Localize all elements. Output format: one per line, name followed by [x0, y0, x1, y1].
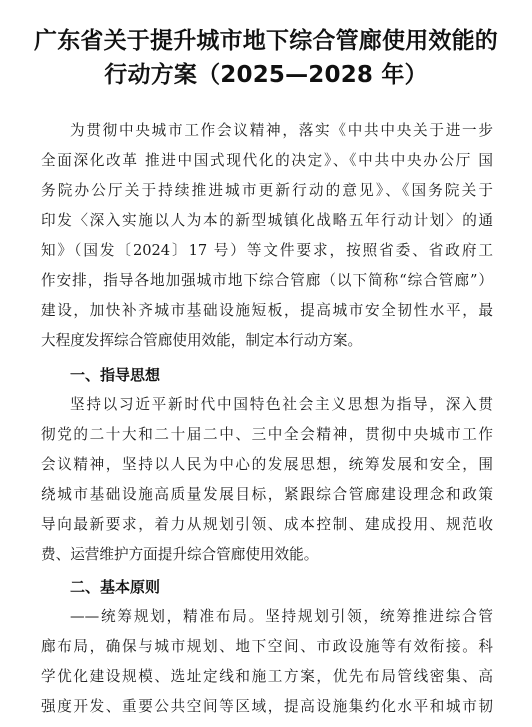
document-title-line1: 广东省关于提升城市地下综合管廊使用效能的 — [34, 28, 498, 54]
section1-line: 会议精神，坚持以人民为中心的发展思想，统筹发展和安全，围 — [41, 456, 493, 473]
document-title-line2: 行动方案（2025—2028 年） — [104, 62, 428, 88]
section-heading-basic-principles: 二、基本原则 — [70, 578, 161, 596]
section2-line: ——统筹规划，精准布局。坚持规划引领，统筹推进综合管 — [70, 608, 493, 625]
intro-line: 建设，加快补齐城市基础设施短板，提高城市安全韧性水平，最 — [41, 302, 493, 319]
intro-line: 大程度发挥综合管廊使用效能，制定本行动方案。 — [41, 332, 363, 349]
intro-line: 全面深化改革 推进中国式现代化的决定》、《中共中央办公厅 国 — [41, 152, 493, 169]
section2-line: 廊布局，确保与城市规划、地下空间、市政设施等有效衔接。科 — [41, 638, 493, 655]
section-heading-guiding-ideology: 一、指导思想 — [70, 366, 161, 384]
section1-line: 费、运营维护方面提升综合管廊使用效能。 — [41, 546, 319, 563]
intro-line: 务院办公厅关于持续推进城市更新行动的意见》、《国务院关于 — [41, 182, 493, 199]
section1-line: 彻党的二十大和二十届二中、三中全会精神，贯彻中央城市工作 — [41, 426, 493, 443]
intro-line: 为贯彻中央城市工作会议精神，落实《中共中央关于进一步 — [70, 122, 493, 139]
intro-line: 知》（国发〔2024〕17 号）等文件要求，按照省委、省政府工 — [41, 242, 493, 259]
section2-line: 学优化建设规模、选址定线和施工方案，优先布局管线密集、高 — [41, 668, 493, 685]
section1-line: 绕城市基础设施高质量发展目标，紧跟综合管廊建设理念和政策 — [41, 486, 493, 503]
section1-line: 坚持以习近平新时代中国特色社会主义思想为指导，深入贯 — [70, 396, 493, 413]
intro-line: 印发〈深入实施以人为本的新型城镇化战略五年行动计划〉的通 — [41, 212, 493, 229]
section2-line: 强度开发、重要公共空间等区域，提高设施集约化水平和城市韧 — [41, 698, 493, 715]
intro-line: 作安排，指导各地加强城市地下综合管廊（以下简称“综合管廊”） — [41, 272, 493, 289]
section1-line: 导向最新要求，着力从规划引领、成本控制、建成投用、规范收 — [41, 516, 493, 533]
